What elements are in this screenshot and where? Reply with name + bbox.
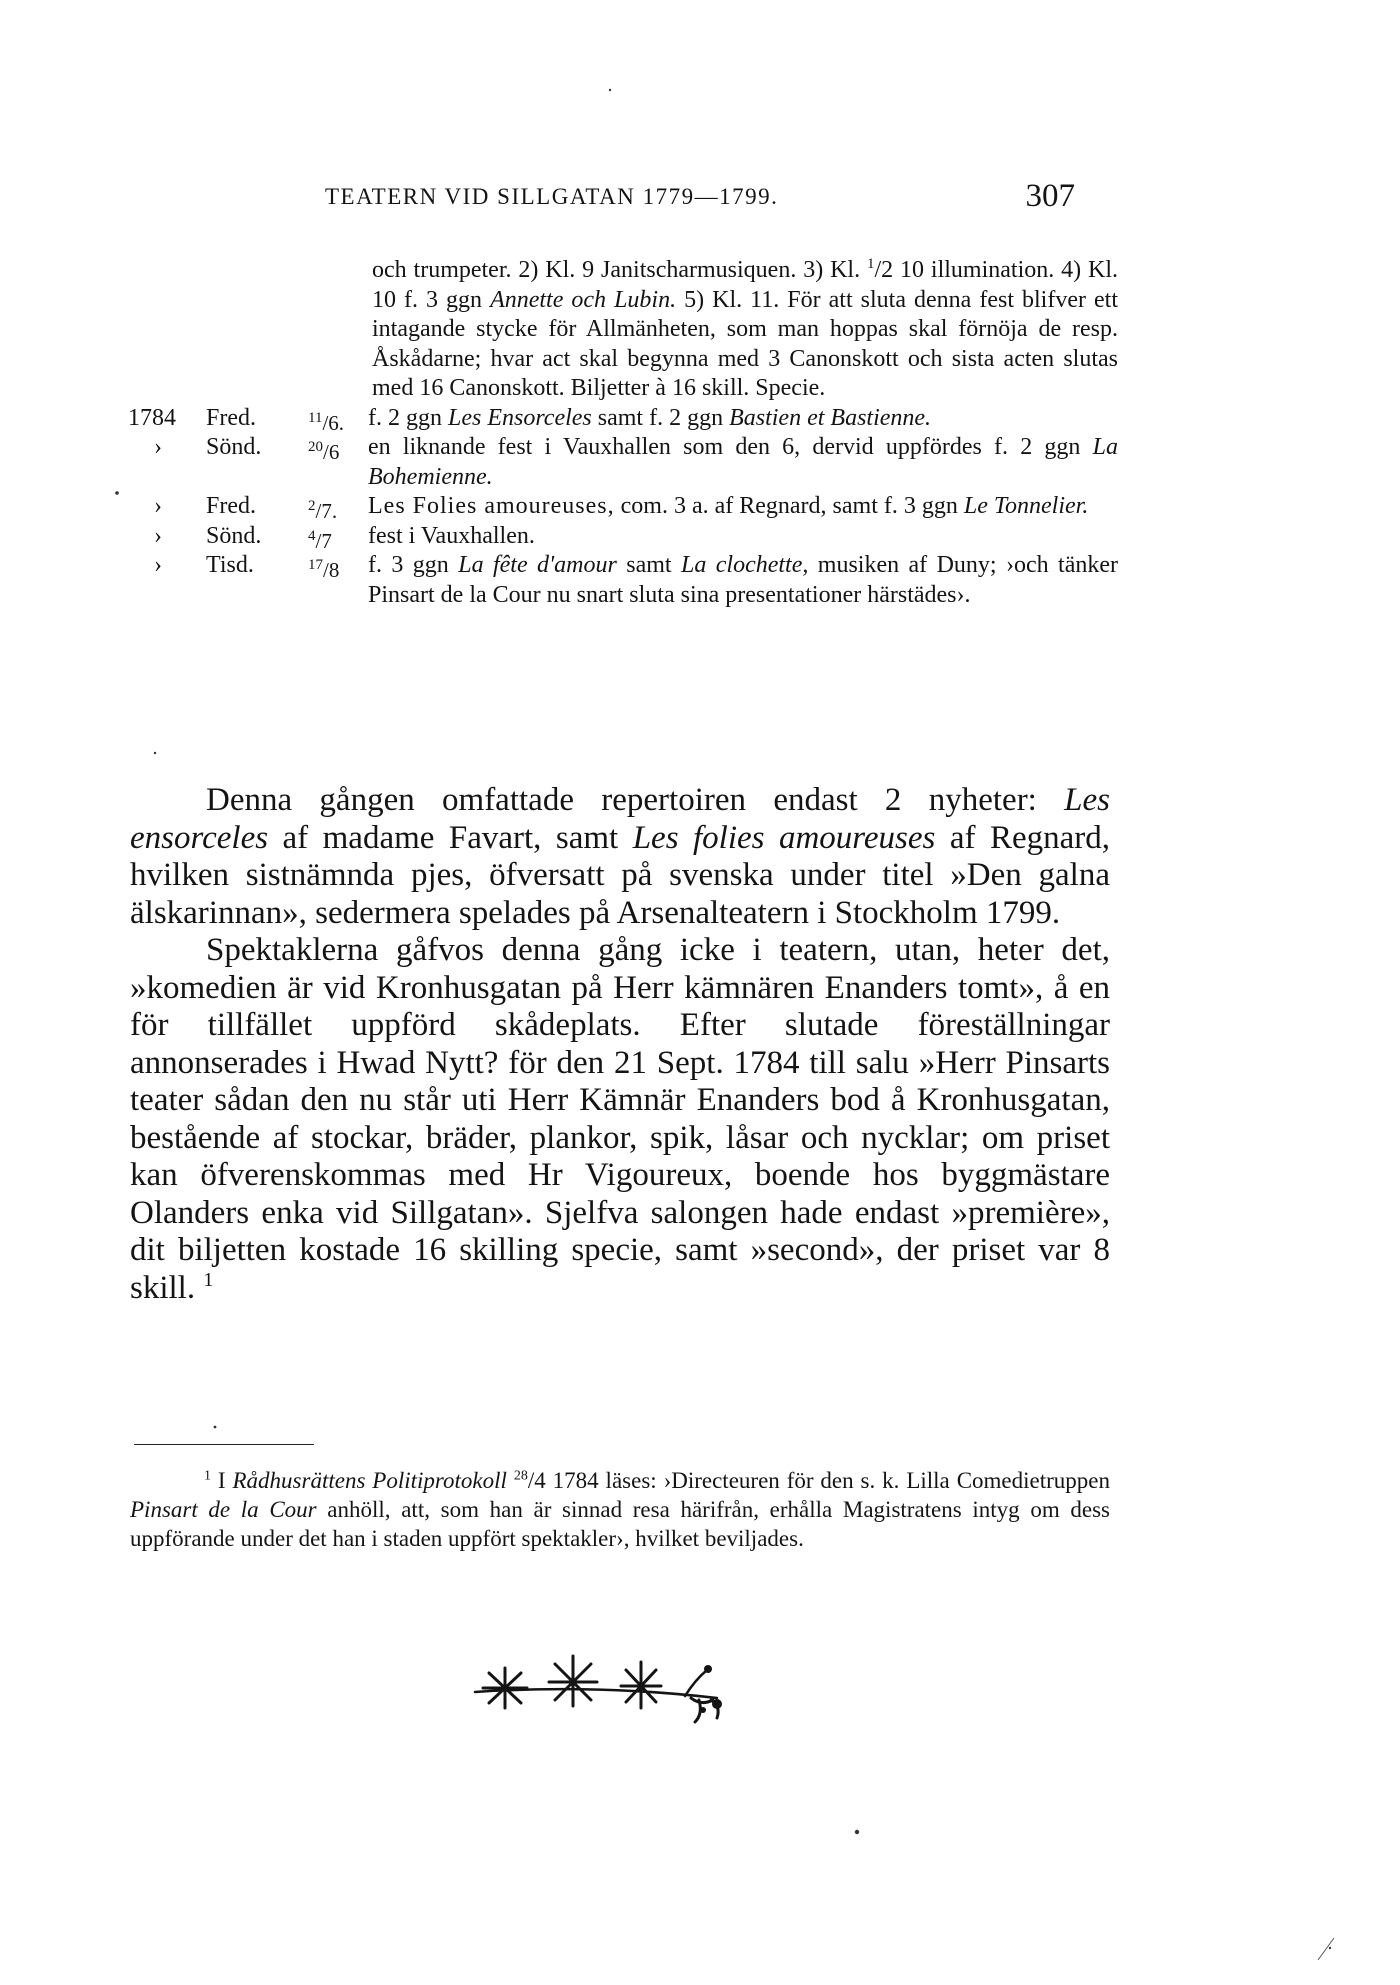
page-number: 307 xyxy=(1025,178,1075,214)
play-title: Les Folies amoureuses, xyxy=(368,493,615,519)
entry-weekday: Sönd. xyxy=(206,522,262,549)
play-title: Le Tonnelier. xyxy=(963,493,1089,519)
ditto-mark: › xyxy=(154,522,162,549)
play-title: La Bohemienne. xyxy=(368,434,1118,490)
floral-ornament-icon xyxy=(455,1640,745,1730)
footnote-reference: 1 xyxy=(203,1268,214,1291)
footnote: $^1$ I Rådhusrättens Politiprotokoll $^{28}$/4 1784 läses: ›Directeuren för den s. k. Lilla Comedietruppen Pinsart de la Cour anhöll, att, som han är sinnad resa härifrån, erhålla Magistratens intyg om dess uppförande under det han i staden uppfört spektakler›, hvilket beviljades. xyxy=(130,1468,1110,1551)
listing-entry xyxy=(128,404,1118,434)
listing-entry xyxy=(128,250,1118,404)
entry-date: $^2$/7. xyxy=(308,498,338,523)
listing-entry xyxy=(128,551,1118,610)
play-title: La clochette, xyxy=(681,552,809,578)
entry-text: Les Folies amoureuses, com. 3 a. af Regnard, samt f. 3 ggn Le Tonnelier. xyxy=(368,493,1089,519)
entry-text: och trumpeter. 2) Kl. 9 Janitscharmusiquen. 3) Kl. $^1$/2 10 illumination. 4) Kl. 10 f. 3 ggn Annette och Lubin. 5) Kl. 11. För att sluta denna fest blifver ett intagande stycke för Allmänheten, som man hoppas skal förnöja de resp. Åskådarne; hvar act skal begynna med 3 Canonskott och sista acten slutas med 16 Canonskott. Biljetter à 16 skill. Specie. xyxy=(372,256,1118,401)
play-title: Bastien et Bastienne. xyxy=(729,404,932,431)
ditto-mark: › xyxy=(154,552,162,578)
running-title: TEATERN VID SILLGATAN 1779—1799. xyxy=(325,184,779,209)
footnote-rule xyxy=(134,1444,314,1445)
entry-date: $^4$/7 xyxy=(308,527,332,553)
entry-year: 1784 xyxy=(128,404,176,431)
entry-date: $^{17}$/8 xyxy=(308,557,340,582)
body-text xyxy=(130,782,1110,1307)
listing-entry xyxy=(128,522,1118,552)
entry-text: f. 3 ggn La fête d'amour samt La clochette, musiken af Duny; ›och tänker Pinsart de la Cour nu snart sluta sina presentationer härstädes›. xyxy=(368,552,1119,608)
paragraph: Denna gången omfattade repertoiren endast 2 nyheter: Les ensorceles af madame Favart, samt Les folies amoureuses af Regnard, hvilken sistnämnda pjes, öfversatt på svenska under titel »Den galna älskarinnan», sedermera spelades på Arsenalteatern i Stockholm 1799. xyxy=(130,782,1111,931)
entry-weekday: Fred. xyxy=(206,404,256,431)
play-title: Annette och Lubin. xyxy=(490,286,677,313)
entry-weekday: Sönd. xyxy=(206,434,262,460)
entry-weekday: Fred. xyxy=(206,493,256,519)
paragraph: Spektaklerna gåfvos denna gång icke i teatern, utan, heter det, »komedien är vid Kronhusgatan på Herr kämnären Enanders tomt», å en för tillfället uppförd skådeplats. Efter slutade föreställningar annonserades i Hwad Nytt? för den 21 Sept. 1784 till salu »Herr Pinsarts teater sådan den nu står uti Herr Kämnär Enanders bod å Kronhusgatan, bestående af stockar, bräder, plankor, spik, låsar och nycklar; om priset kan öfverenskommas med Hr Vigoureux, boende hos byggmästare Olanders enka vid Sillgatan». Sjelfva salongen hade endast »première», dit biljetten kostade 16 skilling specie, samt »second», der priset var 8 skill. $^1$ xyxy=(130,932,1110,1306)
entry-text: fest i Vauxhallen. xyxy=(368,522,535,549)
performance-listing xyxy=(128,250,1118,610)
running-head xyxy=(325,178,1075,218)
play-title: Les folies amoureuses xyxy=(632,819,936,856)
ditto-mark: › xyxy=(154,493,162,519)
play-title: Les Ensorceles xyxy=(448,404,592,431)
footnote-marker: 1 xyxy=(204,1468,211,1484)
entry-text: f. 2 ggn Les Ensorceles samt f. 2 ggn Bastien et Bastienne. xyxy=(368,404,932,431)
ditto-mark: › xyxy=(154,434,162,460)
entry-date: $^{20}$/6 xyxy=(308,439,340,464)
play-title: Les ensorceles xyxy=(130,782,1110,856)
listing-entry xyxy=(128,433,1118,492)
entry-text: en liknande fest i Vauxhallen som den 6, dervid uppfördes f. 2 ggn La Bohemienne. xyxy=(368,434,1118,490)
play-title: La fête d'amour xyxy=(458,552,617,578)
entry-weekday: Tisd. xyxy=(206,552,254,578)
entry-date: $^{11}$/6. xyxy=(308,409,345,435)
listing-entry xyxy=(128,492,1118,522)
